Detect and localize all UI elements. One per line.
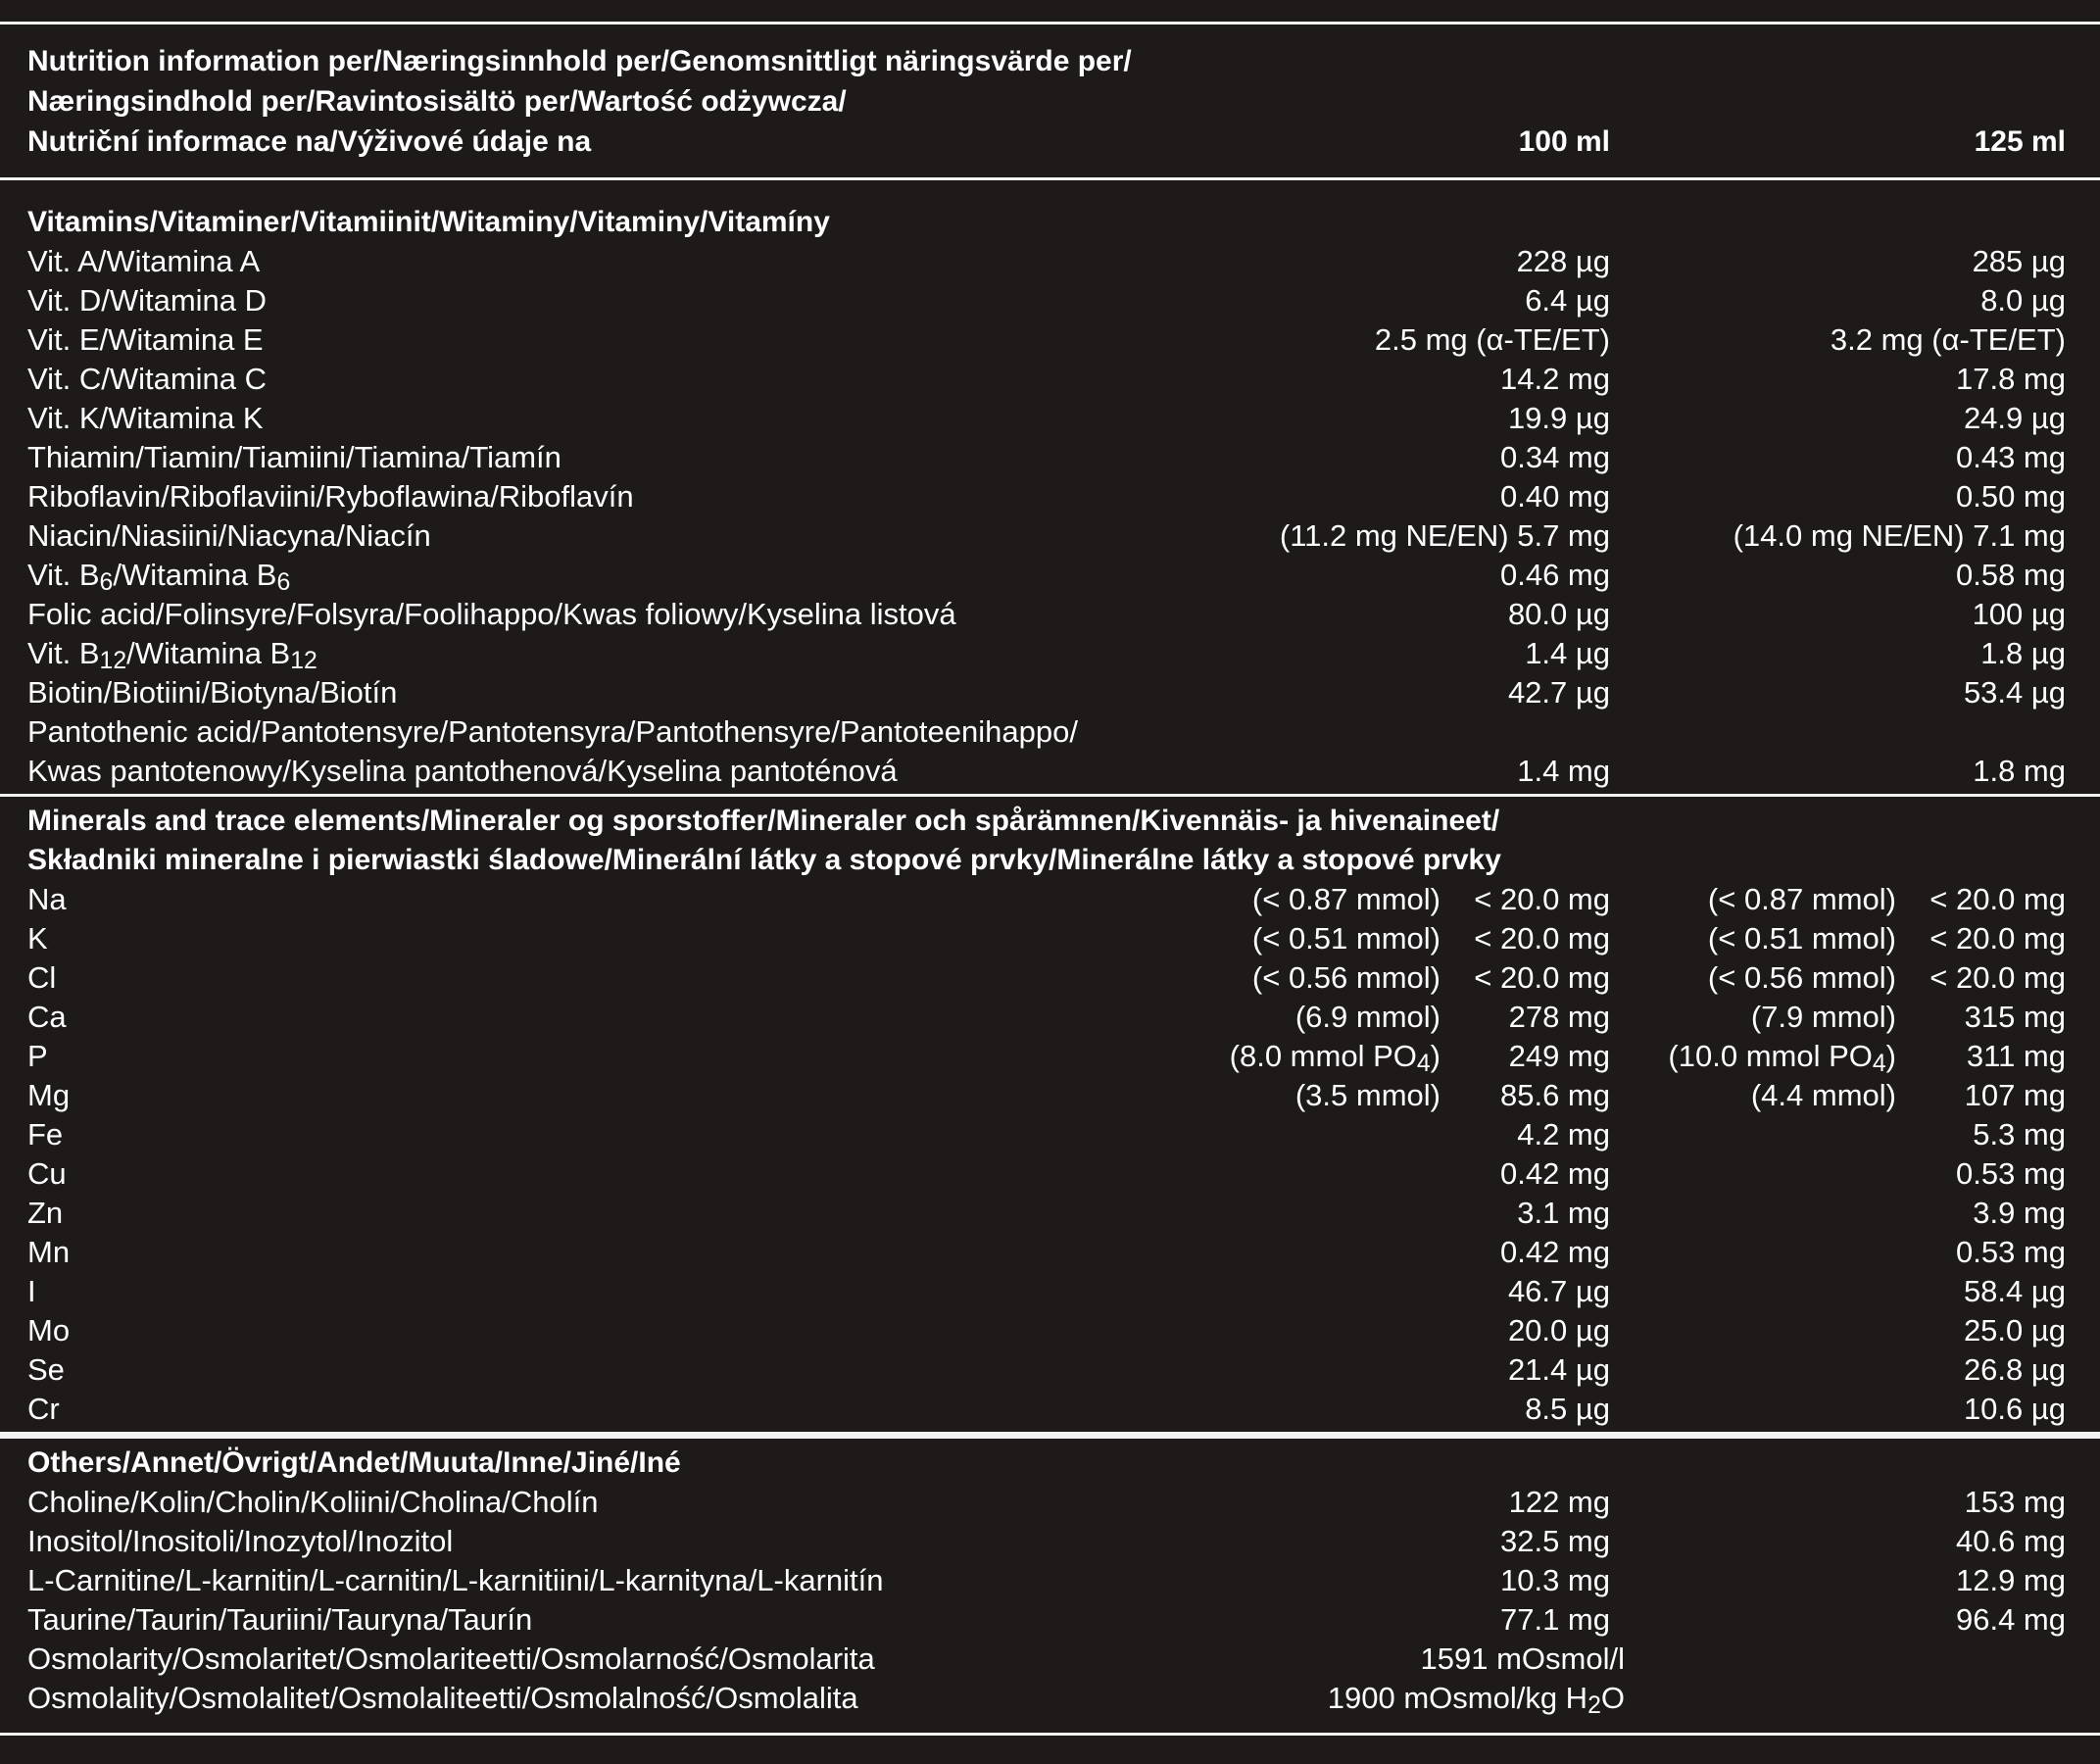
table-row (0, 1561, 2100, 1600)
others-title-row (0, 1444, 2100, 1483)
header-rule (0, 177, 2100, 180)
value-125ml: 58.4 µg (1963, 1274, 2066, 1308)
header-line-3 (0, 122, 2100, 162)
header-line-1 (0, 42, 2100, 81)
table-row (0, 1272, 2100, 1311)
value-100ml: 80.0 µg (1507, 597, 1610, 631)
mmol-125ml: (4.4 mmol) (1750, 1078, 1896, 1112)
table-row (0, 752, 2100, 791)
mmol-125ml: (7.9 mmol) (1750, 1000, 1896, 1034)
value-125ml: 0.58 mg (1955, 558, 2066, 592)
value-125ml: 53.4 µg (1963, 675, 2066, 710)
bottom-rule (0, 1733, 2100, 1736)
value-125ml: 24.9 µg (1963, 401, 2066, 435)
row-label: Mg (27, 1078, 71, 1112)
table-row (0, 712, 2100, 752)
header-line-2 (0, 82, 2100, 122)
value-125ml: 311 mg (1966, 1039, 2066, 1073)
table-row (0, 360, 2100, 399)
value-100ml: 42.7 µg (1507, 675, 1610, 710)
row-label: I (27, 1274, 36, 1308)
row-label: Kwas pantotenowy/Kyselina pantothenová/Kyselina pantoténová (27, 754, 898, 788)
value-100ml: 1.4 mg (1517, 754, 1610, 788)
minerals-rule (0, 1432, 2100, 1439)
value-125ml: < 20.0 mg (1929, 960, 2066, 995)
mmol-100ml: (6.9 mmol) (1294, 1000, 1441, 1034)
header-text-1: Nutrition information per/Næringsinnhold per/Genomsnittligt näringsvärde per/ (27, 45, 1132, 77)
mmol-100ml: (< 0.56 mmol) (1251, 960, 1441, 995)
value-125ml: 3.2 mg (α-TE/ET) (1830, 322, 2066, 357)
table-row (0, 998, 2100, 1037)
value-100ml: 249 mg (1508, 1039, 1610, 1073)
row-label: Ca (27, 1000, 67, 1034)
value-100ml: 19.9 µg (1507, 401, 1610, 435)
table-row (0, 1390, 2100, 1429)
mmol-100ml: (8.0 mmol $PO_4$) (1229, 1039, 1441, 1077)
row-label: Niacin/Niasiini/Niacyna/Niacín (27, 518, 431, 553)
value-125ml: < 20.0 mg (1929, 921, 2066, 956)
row-label: Fe (27, 1117, 64, 1152)
value-100ml: 6.4 µg (1525, 283, 1610, 318)
value-125ml: 285 µg (1972, 244, 2066, 278)
table-row (0, 1115, 2100, 1154)
osmolality-value: 1900 mOsmol/kg $H_2O$ (1327, 1681, 1625, 1719)
row-label: Cl (27, 960, 57, 995)
value-100ml: 77.1 mg (1499, 1602, 1610, 1637)
table-row (0, 880, 2100, 919)
value-100ml: 10.3 mg (1499, 1563, 1610, 1597)
table-row (0, 1233, 2100, 1272)
value-125ml: 0.53 mg (1955, 1156, 2066, 1191)
value-100ml: 278 mg (1508, 1000, 1610, 1034)
value-125ml: 0.43 mg (1955, 440, 2066, 474)
value-100ml: 32.5 mg (1499, 1524, 1610, 1558)
table-row (0, 320, 2100, 360)
table-row (0, 595, 2100, 634)
value-100ml: 228 µg (1516, 244, 1610, 278)
value-100ml: 20.0 µg (1507, 1313, 1610, 1348)
table-row (0, 1679, 2100, 1718)
row-label: Choline/Kolin/Cholin/Koliini/Cholina/Cholín (27, 1485, 599, 1519)
top-rule (0, 22, 2100, 24)
value-100ml: 21.4 µg (1507, 1352, 1610, 1387)
row-label: K (27, 921, 48, 956)
table-row (0, 1037, 2100, 1076)
value-125ml: 96.4 mg (1955, 1602, 2066, 1637)
row-label: Folic acid/Folinsyre/Folsyra/Foolihappo/Kwas foliowy/Kyselina listová (27, 597, 956, 631)
value-125ml: 3.9 mg (1973, 1196, 2066, 1230)
value-100ml: 2.5 mg (α-TE/ET) (1374, 322, 1610, 357)
vitamins-title: Vitamins/Vitaminer/Vitamiinit/Witaminy/Vitaminy/Vitamíny (27, 206, 830, 238)
row-label: Mn (27, 1235, 71, 1269)
mmol-100ml: (3.5 mmol) (1294, 1078, 1441, 1112)
minerals-title-row-2 (0, 841, 2100, 880)
value-125ml: 26.8 µg (1963, 1352, 2066, 1387)
value-125ml: 17.8 mg (1955, 362, 2066, 396)
table-row (0, 399, 2100, 438)
row-label: Pantothenic acid/Pantotensyre/Pantotensyra/Pantothensyre/Pantoteenihappo/ (27, 714, 1078, 749)
value-100ml: 122 mg (1508, 1485, 1610, 1519)
row-label: Vit. A/Witamina A (27, 244, 261, 278)
row-label: Se (27, 1352, 65, 1387)
row-label: Osmolality/Osmolalitet/Osmolaliteetti/Osmolalność/Osmolalita (27, 1681, 858, 1715)
header-text-2: Næringsindhold per/Ravintosisältö per/Wartość odżywcza/ (27, 85, 847, 118)
value-100ml: 85.6 mg (1499, 1078, 1610, 1112)
value-125ml: 5.3 mg (1973, 1117, 2066, 1152)
table-row (0, 634, 2100, 673)
mmol-100ml: (< 0.87 mmol) (1251, 882, 1441, 916)
mmol-125ml: (10.0 mmol $PO_4$) (1668, 1039, 1896, 1077)
value-125ml: 8.0 µg (1980, 283, 2066, 318)
mmol-125ml: (< 0.51 mmol) (1707, 921, 1896, 956)
value-125ml: 1.8 mg (1973, 754, 2066, 788)
table-row (0, 1311, 2100, 1350)
minerals-title-2: Składniki mineralne i pierwiastki śladowe/Minerální látky a stopové prvky/Minerálne látky a stopové prvky (27, 844, 1501, 876)
others-title: Others/Annet/Övrigt/Andet/Muuta/Inne/Jiné/Iné (27, 1446, 681, 1479)
mmol-125ml: (< 0.87 mmol) (1707, 882, 1896, 916)
value-100ml: 0.34 mg (1499, 440, 1610, 474)
table-row (0, 1483, 2100, 1522)
row-label: Vit. D/Witamina D (27, 283, 268, 318)
value-100ml: 1.4 µg (1525, 636, 1610, 670)
row-label: Cu (27, 1156, 67, 1191)
table-row (0, 1522, 2100, 1561)
value-125ml: 0.53 mg (1955, 1235, 2066, 1269)
table-row (0, 1154, 2100, 1194)
table-row (0, 438, 2100, 477)
row-label: Osmolarity/Osmolaritet/Osmolariteetti/Osmolarność/Osmolarita (27, 1642, 875, 1676)
value-100ml: 46.7 µg (1507, 1274, 1610, 1308)
value-125ml: 1.8 µg (1980, 636, 2066, 670)
table-row (0, 1640, 2100, 1679)
value-100ml: < 20.0 mg (1474, 921, 1610, 956)
table-row (0, 477, 2100, 516)
value-100ml: < 20.0 mg (1474, 882, 1610, 916)
value-100ml: 8.5 µg (1525, 1392, 1610, 1426)
value-125ml: < 20.0 mg (1929, 882, 2066, 916)
row-label: Biotin/Biotiini/Biotyna/Biotín (27, 675, 398, 710)
table-row (0, 281, 2100, 320)
table-row (0, 1350, 2100, 1390)
table-row (0, 242, 2100, 281)
value-100ml: 14.2 mg (1499, 362, 1610, 396)
value-125ml: (14.0 mg NE/EN) 7.1 mg (1733, 518, 2066, 553)
table-row (0, 516, 2100, 556)
row-label: Inositol/Inositoli/Inozytol/Inozitol (27, 1524, 454, 1558)
row-label: P (27, 1039, 48, 1073)
value-100ml: 0.42 mg (1499, 1235, 1610, 1269)
row-label: L-Carnitine/L-karnitin/L-carnitin/L-karnitiini/L-karnityna/L-karnitín (27, 1563, 884, 1597)
row-label: Vit. K/Witamina K (27, 401, 264, 435)
row-label: Mo (27, 1313, 71, 1348)
value-125ml: 0.50 mg (1955, 479, 2066, 514)
column-header-100ml: 100 ml (1518, 125, 1610, 158)
value-125ml: 100 µg (1972, 597, 2066, 631)
table-row (0, 1194, 2100, 1233)
value-100ml: 0.42 mg (1499, 1156, 1610, 1191)
value-125ml: 25.0 µg (1963, 1313, 2066, 1348)
minerals-title-row-1 (0, 802, 2100, 841)
value-100ml: 4.2 mg (1517, 1117, 1610, 1152)
value-125ml: 10.6 µg (1963, 1392, 2066, 1426)
table-row (0, 1076, 2100, 1115)
row-label: Vit. $B_6$/Witamina $B_6$ (27, 558, 291, 596)
row-label: Zn (27, 1196, 64, 1230)
table-row (0, 556, 2100, 595)
value-100ml: 0.40 mg (1499, 479, 1610, 514)
column-header-125ml: 125 ml (1974, 125, 2066, 158)
mmol-125ml: (< 0.56 mmol) (1707, 960, 1896, 995)
row-label: Thiamin/Tiamin/Tiamiini/Tiamina/Tiamín (27, 440, 562, 474)
table-row (0, 673, 2100, 712)
row-label: Na (27, 882, 67, 916)
value-125ml: 40.6 mg (1955, 1524, 2066, 1558)
row-label: Vit. C/Witamina C (27, 362, 268, 396)
value-100ml: 0.46 mg (1499, 558, 1610, 592)
value-125ml: 315 mg (1964, 1000, 2066, 1034)
header-text-3: Nutriční informace na/Výživové údaje na (27, 125, 592, 158)
vitamins-rule (0, 794, 2100, 797)
mmol-100ml: (< 0.51 mmol) (1251, 921, 1441, 956)
table-row (0, 919, 2100, 958)
value-125ml: 12.9 mg (1955, 1563, 2066, 1597)
value-125ml: 107 mg (1964, 1078, 2066, 1112)
value-100ml: < 20.0 mg (1474, 960, 1610, 995)
row-label: Riboflavin/Riboflaviini/Ryboflawina/Riboflavín (27, 479, 634, 514)
minerals-title-1: Minerals and trace elements/Mineraler og sporstoffer/Mineraler och spårämnen/Kivennäis- ja hivenaineet/ (27, 805, 1500, 837)
row-label: Taurine/Taurin/Tauriini/Tauryna/Taurín (27, 1602, 533, 1637)
table-row (0, 958, 2100, 998)
value-100ml: (11.2 mg NE/EN) 5.7 mg (1279, 518, 1610, 553)
row-label: Cr (27, 1392, 60, 1426)
table-row (0, 1600, 2100, 1640)
row-label: Vit. $B_{12}$/Witamina $B_{12}$ (27, 636, 317, 674)
value-100ml: 3.1 mg (1517, 1196, 1610, 1230)
osmolarity-value: 1591 mOsmol/l (1420, 1642, 1625, 1676)
row-label: Vit. E/Witamina E (27, 322, 264, 357)
value-125ml: 153 mg (1964, 1485, 2066, 1519)
vitamins-title-row (0, 203, 2100, 242)
